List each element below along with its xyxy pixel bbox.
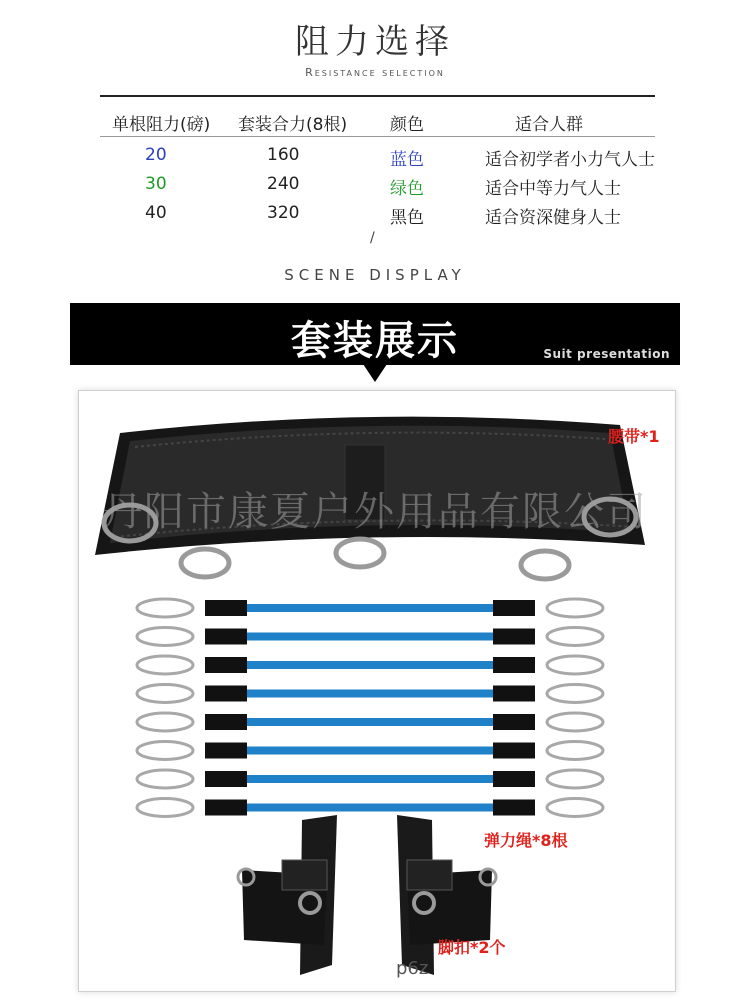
belt-label: 腰带*1	[608, 427, 660, 446]
column-header-color: 颜色	[390, 115, 424, 135]
suit-banner	[70, 303, 680, 365]
ankle-strap-left-image	[232, 815, 352, 985]
cell-color: 黑色	[390, 208, 424, 228]
cell-audience: 适合中等力气人士	[485, 179, 621, 199]
column-header-total: 套装合力(8根)	[238, 115, 348, 135]
cell-total: 320	[267, 203, 300, 223]
cell-total: 160	[267, 145, 300, 165]
resistance-band	[137, 656, 603, 674]
banner-pointer	[363, 364, 387, 382]
resistance-band	[137, 713, 603, 731]
resistance-band	[137, 799, 603, 817]
banner-subtitle: Suit presentation	[543, 347, 670, 361]
cell-single: 20	[145, 145, 167, 165]
bands-label: 弹力绳*8根	[484, 831, 568, 850]
page-title: 阻力选择	[295, 22, 455, 62]
column-header-audience: 适合人群	[515, 115, 583, 135]
company-watermark: 丹阳市康夏户外用品有限公司	[102, 489, 648, 535]
table-header-rule	[100, 136, 655, 137]
cell-single: 40	[145, 203, 167, 223]
cell-single: 30	[145, 174, 167, 194]
cell-audience: 适合资深健身人士	[485, 208, 621, 228]
banner-title: 套装展示	[291, 318, 459, 364]
divider-mark: /	[370, 230, 375, 246]
column-header-single: 单根阻力(磅)	[112, 115, 211, 135]
resistance-bands-image	[135, 590, 605, 825]
table-top-rule	[100, 95, 655, 97]
ankle-strap-label: 脚扣*2个	[438, 938, 506, 957]
resistance-band	[137, 628, 603, 646]
scene-display-label: SCENE DISPLAY	[284, 266, 466, 284]
page-subtitle: Resistance selection	[305, 66, 445, 79]
cell-color: 绿色	[390, 179, 424, 199]
resistance-band	[137, 599, 603, 617]
corner-watermark: p6z	[396, 958, 429, 979]
resistance-band	[137, 770, 603, 788]
cell-color: 蓝色	[390, 150, 424, 170]
cell-total: 240	[267, 174, 300, 194]
resistance-band	[137, 685, 603, 703]
cell-audience: 适合初学者小力气人士	[485, 150, 655, 170]
resistance-band	[137, 742, 603, 760]
